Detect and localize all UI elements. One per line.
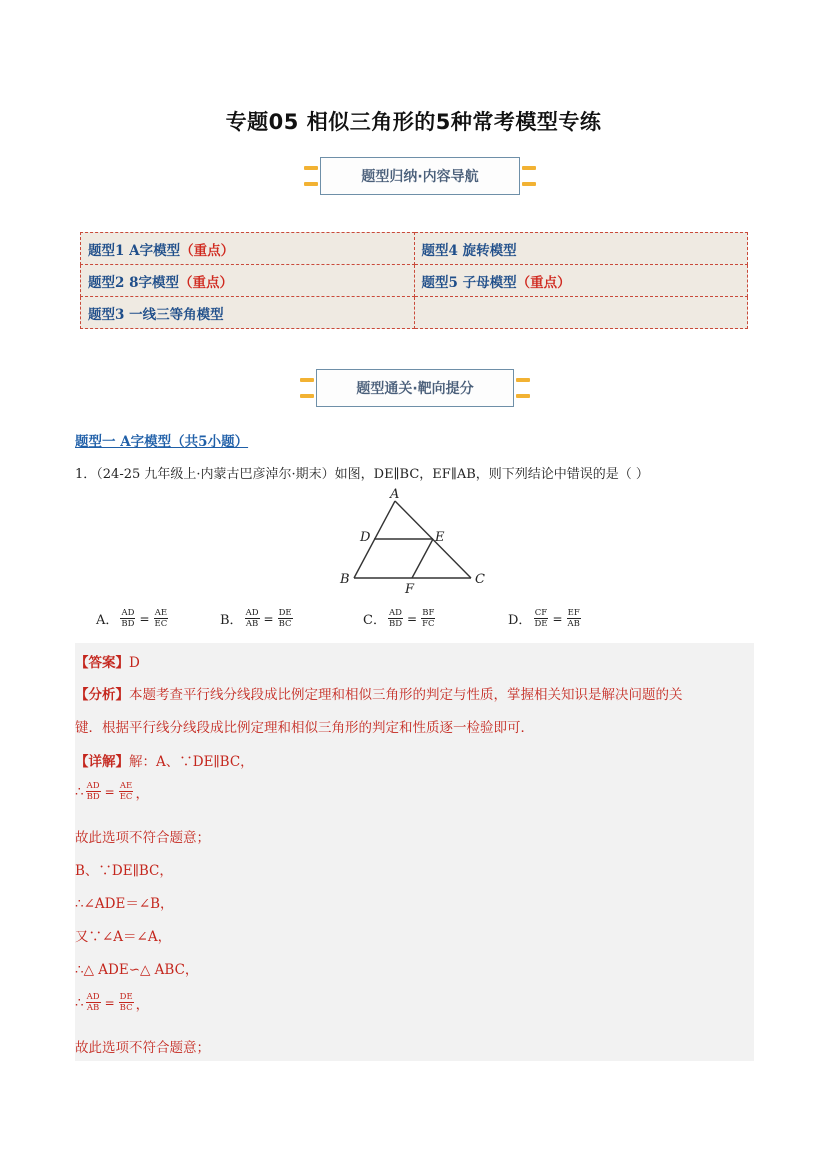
option-d[interactable]: D． $\frac{CF}{DE}$ = $\frac{EF}{AB}$ [508,608,580,629]
formula-line-1: ∴ $\frac{AD}{BD}$ = $\frac{AE}{EC}$ ， [75,781,149,802]
formula-line-2: ∴ $\frac{AD}{AB}$ = $\frac{DE}{BC}$ ， [75,992,150,1013]
page-title: 专题05 相似三角形的5种常考模型专练 [225,110,602,134]
banner-decoration-icon [522,166,536,186]
analysis-line-2: 键．根据平行线分线段成比例定理和相似三角形的判定和性质逐一检验即可． [75,720,534,736]
banner-decoration-icon [516,378,530,398]
label-point-d: D [360,530,371,545]
question-text: 1．（24-25 九年级上·内蒙古巴彦淖尔·期末）如图，DE∥BC，EF∥AB，则下列结论中错误的是（ ） [75,467,649,482]
label-point-e: E [435,530,445,545]
solution-line: B、∵DE∥BC， [75,863,173,879]
banner-decoration-icon [300,378,314,398]
label-point-c: C [475,572,485,587]
solution-line: 故此选项不符合题意； [75,1040,210,1056]
analysis-line-1: 【分析】本题考查平行线分线段成比例定理和相似三角形的判定与性质，掌握相关知识是解决问题的关 [75,687,683,703]
nav-item-type4[interactable]: 题型4 旋转模型 [414,233,748,265]
banner-practice-label: 题型通关·靶向提分 [316,369,514,407]
detail-line: 【详解】解：A、∵DE∥BC， [75,754,254,770]
triangle-lines [354,501,471,578]
nav-item-type1[interactable]: 题型1 A字模型（重点） [81,233,415,265]
nav-item-type2[interactable]: 题型2 8字模型（重点） [81,265,415,297]
triangle-figure [330,484,500,594]
banner-practice [300,369,530,407]
banner-nav-label: 题型归纳·内容导航 [320,157,520,195]
solution-line: ∴△ ADE∽△ ABC， [75,962,199,978]
solution-line: ∴∠ADE＝∠B， [75,896,174,912]
option-a[interactable]: A． $\frac{AD}{BD}$ = $\frac{AE}{EC}$ [96,608,168,629]
nav-item-type3[interactable]: 题型3 一线三等角模型 [81,297,415,329]
solution-line: 又∵∠A＝∠A， [75,929,172,945]
option-c[interactable]: C． $\frac{AD}{BD}$ = $\frac{BF}{FC}$ [363,608,435,629]
answer-line: 【答案】D [75,655,140,671]
label-point-f: F [405,582,415,594]
label-point-a: A [390,487,400,502]
nav-item-empty [414,297,748,329]
nav-item-type5[interactable]: 题型5 子母模型（重点） [414,265,748,297]
section-heading[interactable]: 题型一 A字模型（共5小题） [75,434,249,450]
solution-box [75,643,754,1061]
option-b[interactable]: B． $\frac{AD}{AB}$ = $\frac{DE}{BC}$ [220,608,292,629]
content-nav-table [80,232,748,329]
label-point-b: B [340,572,350,587]
solution-line: 故此选项不符合题意； [75,830,210,846]
banner-nav [304,157,536,195]
banner-decoration-icon [304,166,318,186]
